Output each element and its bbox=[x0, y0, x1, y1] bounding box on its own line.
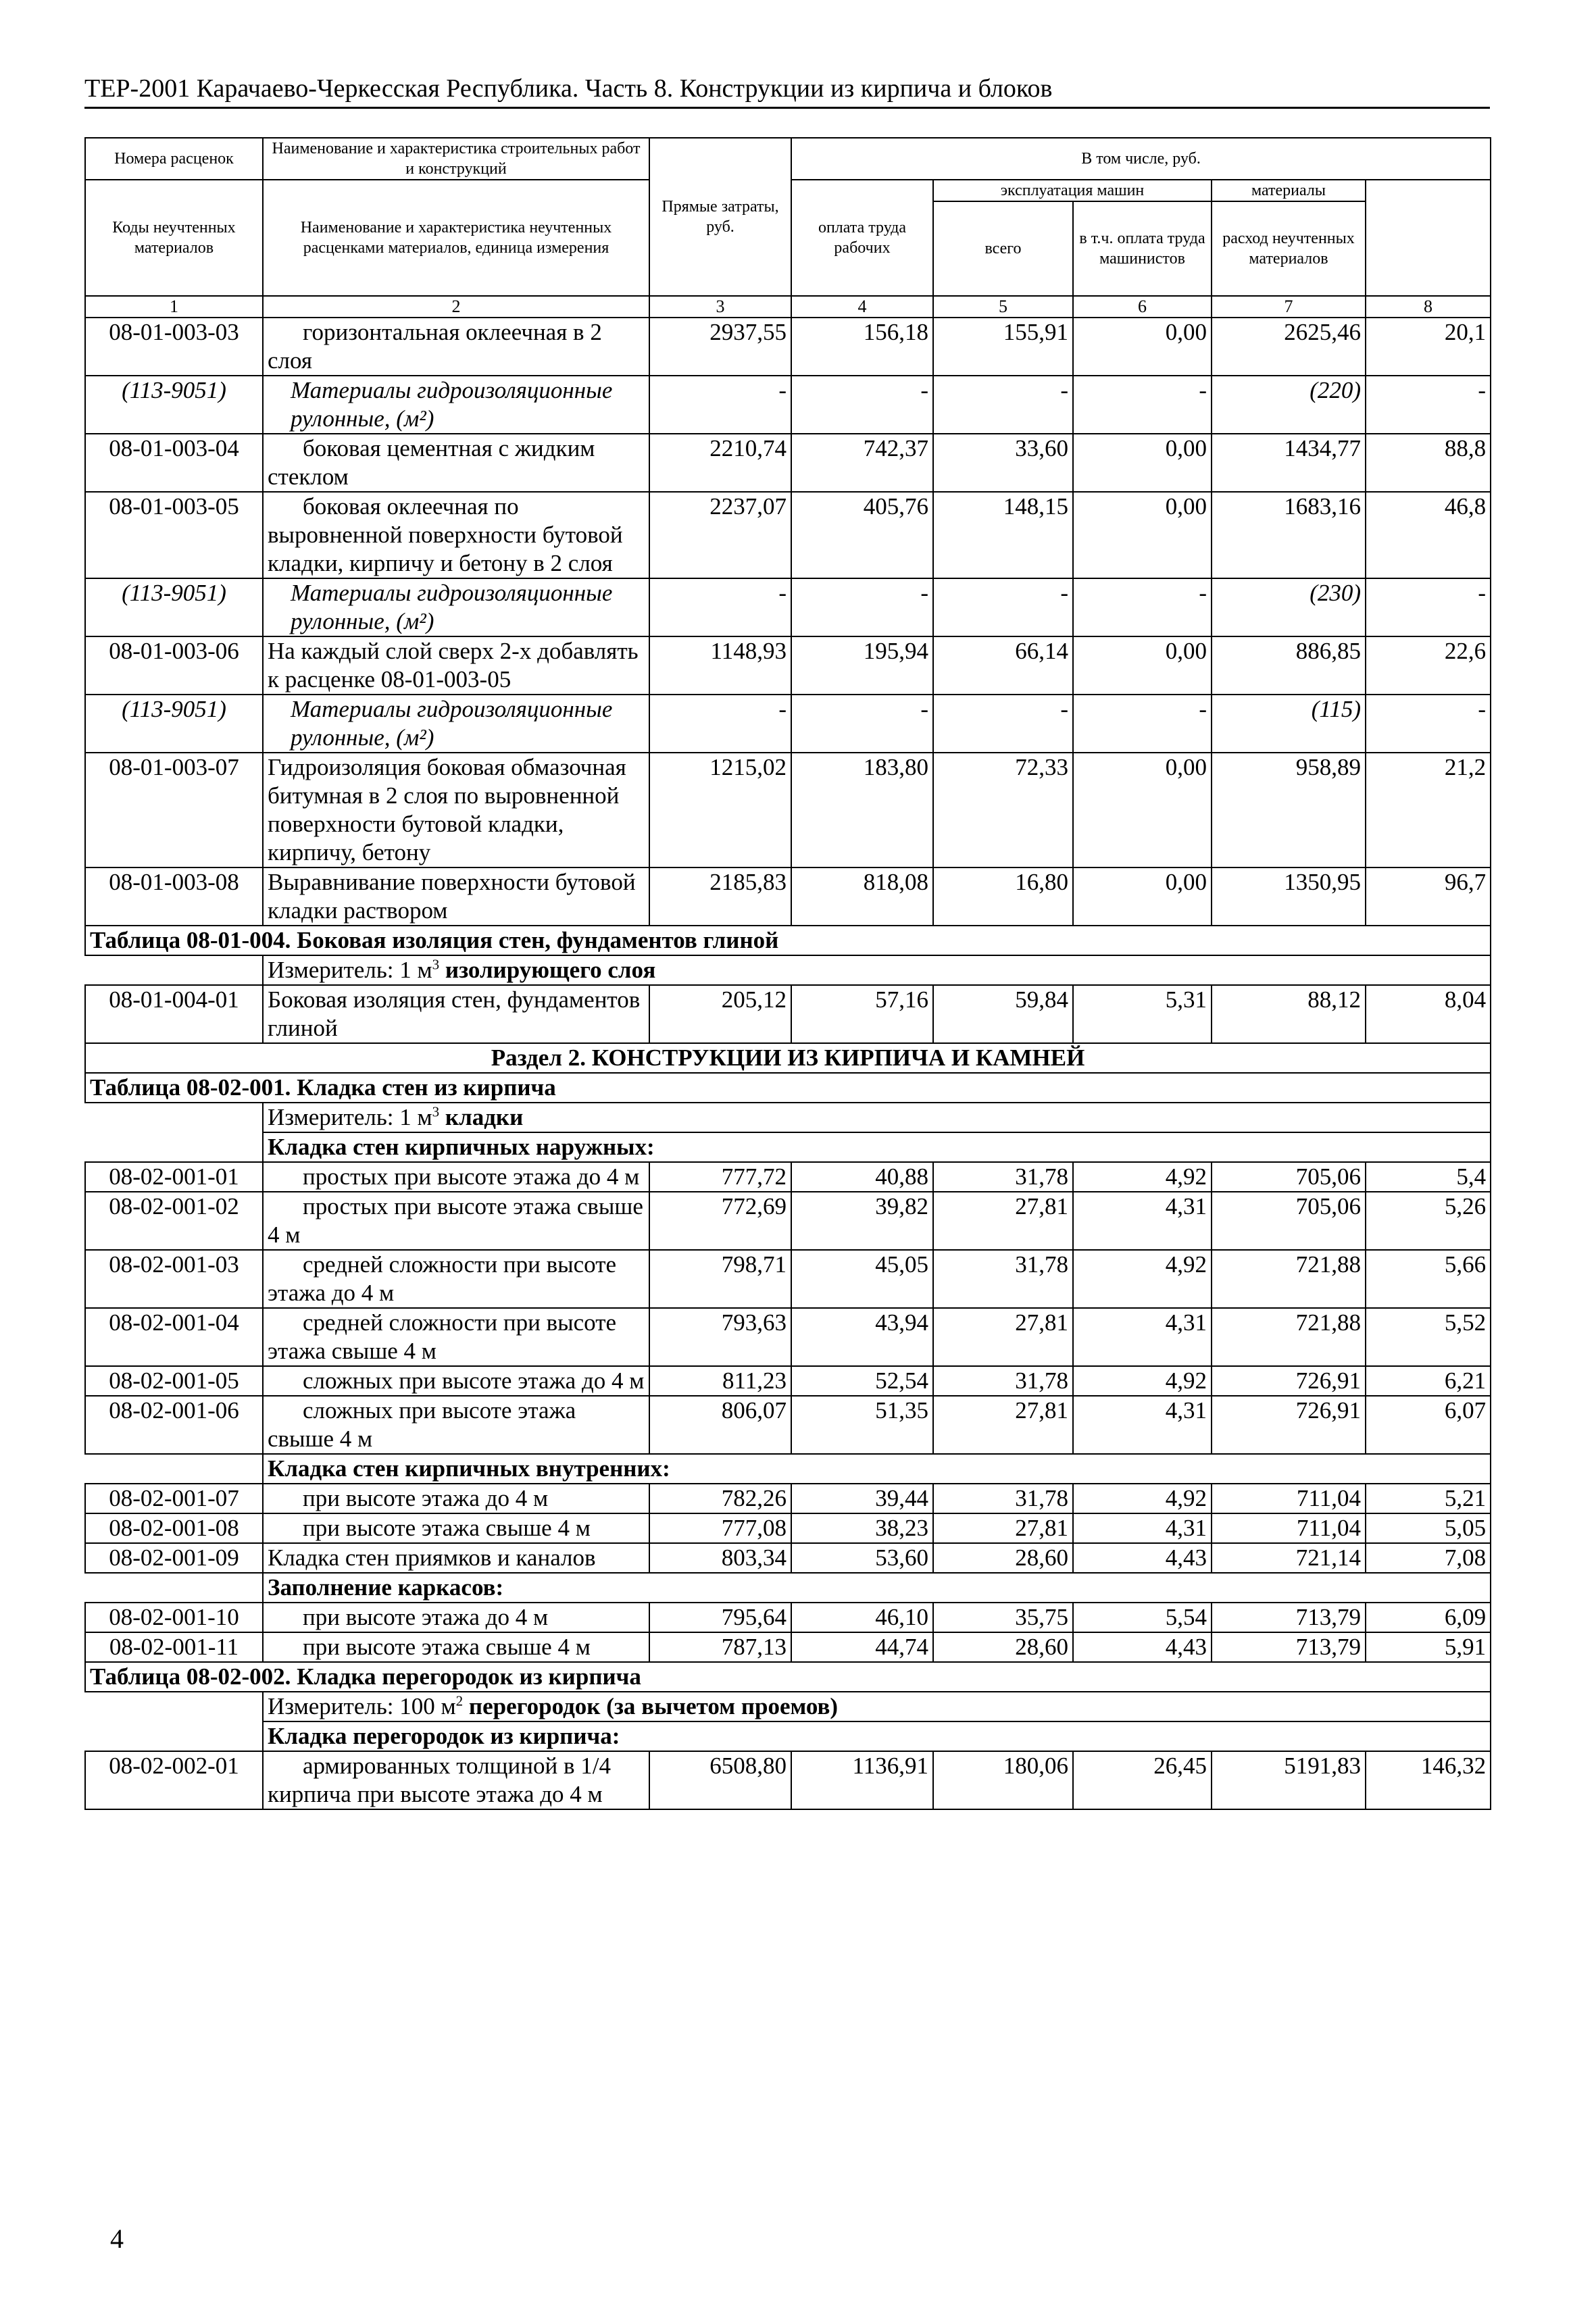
table-row bbox=[85, 1396, 1491, 1454]
row-name-text: Кладка стен приямков и каналов bbox=[268, 1544, 596, 1571]
rate-code: 08-01-003-04 bbox=[85, 434, 263, 492]
work-name bbox=[263, 1603, 649, 1632]
machinists-pay-value: 0,00 bbox=[1073, 753, 1212, 867]
materials-value: (115) bbox=[1212, 695, 1366, 753]
materials-value: 721,88 bbox=[1212, 1308, 1366, 1366]
rate-code: (113-9051) bbox=[85, 578, 263, 636]
row-name-text: Материалы гидроизоляционные рулонные, (м²) bbox=[291, 696, 613, 751]
row-name-text: при высоте этажа до 4 м bbox=[303, 1485, 549, 1511]
row-name-text: сложных при высоте этажа свыше 4 м bbox=[268, 1397, 576, 1452]
work-name bbox=[263, 1632, 649, 1662]
labor-pay-value: 39,82 bbox=[791, 1192, 933, 1250]
materials-value: 958,89 bbox=[1212, 753, 1366, 867]
rate-code: 08-01-004-01 bbox=[85, 985, 263, 1043]
column-number: 8 bbox=[1366, 296, 1491, 318]
machinists-pay-value: 0,00 bbox=[1073, 636, 1212, 695]
labor-pay-value: 405,76 bbox=[791, 492, 933, 578]
work-name bbox=[263, 1396, 649, 1454]
machines-value: 33,60 bbox=[933, 434, 1073, 492]
table-row bbox=[85, 1250, 1491, 1308]
materials-value: 726,91 bbox=[1212, 1396, 1366, 1454]
column-number: 5 bbox=[933, 296, 1073, 318]
labor-pay-value: 46,10 bbox=[791, 1603, 933, 1632]
measure-unit bbox=[85, 955, 1491, 985]
row-name-text: простых при высоте этажа свыше 4 м bbox=[268, 1193, 643, 1248]
machinists-pay-value: 0,00 bbox=[1073, 434, 1212, 492]
table-row bbox=[85, 636, 1491, 695]
labor-pay-value: - bbox=[791, 695, 933, 753]
row-name-text: На каждый слой сверх 2-х добавлять к расценке 08-01-003-05 bbox=[268, 638, 639, 693]
machines-value: 148,15 bbox=[933, 492, 1073, 578]
header-col1-bottom: Коды неучтенных материалов bbox=[85, 180, 263, 296]
direct-costs-value: 1215,02 bbox=[649, 753, 791, 867]
table-row bbox=[85, 1543, 1491, 1573]
machines-value: 27,81 bbox=[933, 1308, 1073, 1366]
materials-value: 705,06 bbox=[1212, 1162, 1366, 1192]
section-title-text: Раздел 2. КОНСТРУКЦИИ ИЗ КИРПИЧА И КАМНЕЙ bbox=[85, 1043, 1491, 1073]
work-name bbox=[263, 318, 649, 376]
labor-pay-value: 40,88 bbox=[791, 1162, 933, 1192]
machinists-pay-value: 4,92 bbox=[1073, 1250, 1212, 1308]
direct-costs-value: 2185,83 bbox=[649, 867, 791, 926]
column-number: 2 bbox=[263, 296, 649, 318]
machines-value: 27,81 bbox=[933, 1396, 1073, 1454]
subheading bbox=[85, 1721, 1491, 1751]
row-name-text: при высоте этажа свыше 4 м bbox=[303, 1634, 591, 1660]
machines-value: 31,78 bbox=[933, 1162, 1073, 1192]
materials-value: (230) bbox=[1212, 578, 1366, 636]
header-machines-total: всего bbox=[933, 201, 1073, 296]
machines-value: 27,81 bbox=[933, 1192, 1073, 1250]
table-row bbox=[85, 578, 1491, 636]
header-col1-top: Номера расценок bbox=[85, 138, 263, 180]
direct-costs-value: 2210,74 bbox=[649, 434, 791, 492]
column-numbers-row bbox=[85, 296, 1491, 318]
labor-hours-value: 6,21 bbox=[1366, 1366, 1491, 1396]
rate-code: 08-02-001-07 bbox=[85, 1484, 263, 1513]
labor-hours-value: 22,6 bbox=[1366, 636, 1491, 695]
materials-value: 1434,77 bbox=[1212, 434, 1366, 492]
header-machines: эксплуатация машин bbox=[933, 180, 1212, 201]
machines-value: - bbox=[933, 578, 1073, 636]
machinists-pay-value: - bbox=[1073, 376, 1212, 434]
subheading bbox=[85, 1573, 1491, 1603]
machinists-pay-value: 0,00 bbox=[1073, 492, 1212, 578]
machines-value: 31,78 bbox=[933, 1366, 1073, 1396]
labor-pay-value: 44,74 bbox=[791, 1632, 933, 1662]
labor-hours-value: 146,32 bbox=[1366, 1751, 1491, 1809]
direct-costs-value: 795,64 bbox=[649, 1603, 791, 1632]
work-name bbox=[263, 1162, 649, 1192]
rate-code: 08-01-003-05 bbox=[85, 492, 263, 578]
table-title-text: Таблица 08-02-002. Кладка перегородок из кирпича bbox=[85, 1662, 1491, 1692]
materials-value: 711,04 bbox=[1212, 1484, 1366, 1513]
work-name bbox=[263, 1543, 649, 1573]
rate-code: 08-02-001-01 bbox=[85, 1162, 263, 1192]
measure-unit bbox=[85, 1692, 1491, 1721]
direct-costs-value: 806,07 bbox=[649, 1396, 791, 1454]
row-name-text: боковая цементная с жидким стеклом bbox=[268, 435, 595, 490]
document-header: ТЕР-2001 Карачаево-Черкесская Республика. Часть 8. Конструкции из кирпича и блоков bbox=[84, 73, 1490, 109]
machines-value: 16,80 bbox=[933, 867, 1073, 926]
machines-value: - bbox=[933, 695, 1073, 753]
header-labor-pay: оплата труда рабочих bbox=[791, 180, 933, 296]
direct-costs-value: - bbox=[649, 376, 791, 434]
header-machinists-pay: в т.ч. оплата труда машинистов bbox=[1073, 201, 1212, 296]
work-name bbox=[263, 578, 649, 636]
row-name-text: при высоте этажа до 4 м bbox=[303, 1604, 549, 1630]
work-name bbox=[263, 1366, 649, 1396]
machines-value: 27,81 bbox=[933, 1513, 1073, 1543]
row-name-text: простых при высоте этажа до 4 м bbox=[303, 1163, 640, 1190]
machines-value: 72,33 bbox=[933, 753, 1073, 867]
machinists-pay-value: 0,00 bbox=[1073, 318, 1212, 376]
header-col2-top: Наименование и характеристика строительных работ и конструкций bbox=[263, 138, 649, 180]
subheading-text: Кладка стен кирпичных внутренних: bbox=[263, 1454, 1491, 1484]
labor-hours-value: 5,52 bbox=[1366, 1308, 1491, 1366]
materials-value: 5191,83 bbox=[1212, 1751, 1366, 1809]
machinists-pay-value: - bbox=[1073, 578, 1212, 636]
rate-code: 08-01-003-06 bbox=[85, 636, 263, 695]
labor-hours-value: 6,09 bbox=[1366, 1603, 1491, 1632]
rate-code: 08-02-001-09 bbox=[85, 1543, 263, 1573]
row-name-text: армированных толщиной в 1/4 кирпича при высоте этажа до 4 м bbox=[268, 1753, 611, 1807]
labor-hours-value: 5,4 bbox=[1366, 1162, 1491, 1192]
row-name-text: Материалы гидроизоляционные рулонные, (м²) bbox=[291, 580, 613, 634]
machinists-pay-value: - bbox=[1073, 695, 1212, 753]
work-name bbox=[263, 695, 649, 753]
table-title-text: Таблица 08-02-001. Кладка стен из кирпича bbox=[85, 1073, 1491, 1103]
labor-pay-value: 183,80 bbox=[791, 753, 933, 867]
labor-pay-value: 1136,91 bbox=[791, 1751, 933, 1809]
row-name-text: Выравнивание поверхности бутовой кладки раствором bbox=[268, 869, 636, 924]
labor-hours-value: 5,26 bbox=[1366, 1192, 1491, 1250]
section-title bbox=[85, 1043, 1491, 1073]
labor-pay-value: 156,18 bbox=[791, 318, 933, 376]
row-name-text: Боковая изоляция стен, фундаментов глиной bbox=[268, 986, 641, 1041]
direct-costs-value: 772,69 bbox=[649, 1192, 791, 1250]
machinists-pay-value: 4,92 bbox=[1073, 1366, 1212, 1396]
table-row bbox=[85, 1192, 1491, 1250]
rate-code: 08-02-001-02 bbox=[85, 1192, 263, 1250]
direct-costs-value: 811,23 bbox=[649, 1366, 791, 1396]
machines-value: 31,78 bbox=[933, 1250, 1073, 1308]
machinists-pay-value: 4,31 bbox=[1073, 1192, 1212, 1250]
rate-code: (113-9051) bbox=[85, 695, 263, 753]
table-header-row bbox=[85, 138, 1491, 180]
rate-code: 08-02-001-03 bbox=[85, 1250, 263, 1308]
table-row bbox=[85, 985, 1491, 1043]
rate-code: 08-02-001-08 bbox=[85, 1513, 263, 1543]
materials-value: 713,79 bbox=[1212, 1632, 1366, 1662]
machinists-pay-value: 4,92 bbox=[1073, 1484, 1212, 1513]
direct-costs-value: 782,26 bbox=[649, 1484, 791, 1513]
work-name bbox=[263, 1308, 649, 1366]
machinists-pay-value: 5,31 bbox=[1073, 985, 1212, 1043]
work-name bbox=[263, 434, 649, 492]
materials-value: 88,12 bbox=[1212, 985, 1366, 1043]
direct-costs-value: 2237,07 bbox=[649, 492, 791, 578]
row-name-text: средней сложности при высоте этажа до 4 м bbox=[268, 1251, 617, 1306]
labor-pay-value: - bbox=[791, 376, 933, 434]
table-row bbox=[85, 1751, 1491, 1809]
machines-value: 28,60 bbox=[933, 1543, 1073, 1573]
work-name bbox=[263, 1513, 649, 1543]
labor-pay-value: 45,05 bbox=[791, 1250, 933, 1308]
work-name bbox=[263, 867, 649, 926]
labor-hours-value: 21,2 bbox=[1366, 753, 1491, 867]
rate-code: (113-9051) bbox=[85, 376, 263, 434]
rate-code: 08-02-002-01 bbox=[85, 1751, 263, 1809]
rate-code: 08-02-001-11 bbox=[85, 1632, 263, 1662]
direct-costs-value: 205,12 bbox=[649, 985, 791, 1043]
materials-value: 2625,46 bbox=[1212, 318, 1366, 376]
machinists-pay-value: 4,31 bbox=[1073, 1513, 1212, 1543]
machinists-pay-value: 4,31 bbox=[1073, 1308, 1212, 1366]
measure-unit-text: Измеритель: 100 $м^2$ перегородок (за вычетом проемов) bbox=[268, 1692, 839, 1719]
row-name-text: при высоте этажа свыше 4 м bbox=[303, 1515, 591, 1541]
table-row bbox=[85, 753, 1491, 867]
machines-value: 66,14 bbox=[933, 636, 1073, 695]
labor-pay-value: 57,16 bbox=[791, 985, 933, 1043]
materials-value: 721,14 bbox=[1212, 1543, 1366, 1573]
direct-costs-value: - bbox=[649, 695, 791, 753]
column-number: 7 bbox=[1212, 296, 1366, 318]
table-row bbox=[85, 1513, 1491, 1543]
row-name-text: боковая оклеечная по выровненной поверхности бутовой кладки, кирпичу и бетону в 2 слоя bbox=[268, 493, 623, 576]
price-table bbox=[84, 137, 1491, 1810]
table-row bbox=[85, 492, 1491, 578]
work-name bbox=[263, 753, 649, 867]
header-materials: материалы bbox=[1212, 180, 1366, 201]
header-col2-bottom: Наименование и характеристика неучтенных расценками материалов, единица измерения bbox=[263, 180, 649, 296]
work-name bbox=[263, 376, 649, 434]
column-number: 4 bbox=[791, 296, 933, 318]
header-materials-unaccounted: расход неучтенных материалов bbox=[1212, 201, 1366, 296]
rate-code: 08-02-001-05 bbox=[85, 1366, 263, 1396]
direct-costs-value: 777,08 bbox=[649, 1513, 791, 1543]
column-number: 6 bbox=[1073, 296, 1212, 318]
labor-pay-value: 39,44 bbox=[791, 1484, 933, 1513]
work-name bbox=[263, 1250, 649, 1308]
labor-hours-value: 6,07 bbox=[1366, 1396, 1491, 1454]
labor-hours-value: - bbox=[1366, 695, 1491, 753]
measure-unit bbox=[85, 1103, 1491, 1132]
machinists-pay-value: 4,43 bbox=[1073, 1543, 1212, 1573]
materials-value: 886,85 bbox=[1212, 636, 1366, 695]
labor-hours-value: - bbox=[1366, 578, 1491, 636]
labor-pay-value: 742,37 bbox=[791, 434, 933, 492]
labor-pay-value: 53,60 bbox=[791, 1543, 933, 1573]
labor-hours-value: 5,66 bbox=[1366, 1250, 1491, 1308]
row-name-text: средней сложности при высоте этажа свыше 4 м bbox=[268, 1309, 617, 1364]
machinists-pay-value: 5,54 bbox=[1073, 1603, 1212, 1632]
table-row bbox=[85, 1162, 1491, 1192]
machines-value: 59,84 bbox=[933, 985, 1073, 1043]
labor-hours-value: - bbox=[1366, 376, 1491, 434]
table-row bbox=[85, 1308, 1491, 1366]
materials-value: 726,91 bbox=[1212, 1366, 1366, 1396]
machines-value: 28,60 bbox=[933, 1632, 1073, 1662]
labor-pay-value: 818,08 bbox=[791, 867, 933, 926]
materials-value: (220) bbox=[1212, 376, 1366, 434]
machinists-pay-value: 26,45 bbox=[1073, 1751, 1212, 1809]
subheading-text: Заполнение каркасов: bbox=[263, 1573, 1491, 1603]
column-number: 1 bbox=[85, 296, 263, 318]
table-row bbox=[85, 434, 1491, 492]
direct-costs-value: 798,71 bbox=[649, 1250, 791, 1308]
row-name-text: горизонтальная оклеечная в 2 слоя bbox=[268, 319, 602, 374]
labor-hours-value: 88,8 bbox=[1366, 434, 1491, 492]
row-name-text: сложных при высоте этажа до 4 м bbox=[303, 1367, 645, 1394]
table-row bbox=[85, 376, 1491, 434]
table-row bbox=[85, 695, 1491, 753]
materials-value: 1350,95 bbox=[1212, 867, 1366, 926]
table-row bbox=[85, 1484, 1491, 1513]
labor-hours-value: 7,08 bbox=[1366, 1543, 1491, 1573]
labor-pay-value: 52,54 bbox=[791, 1366, 933, 1396]
table-row bbox=[85, 1603, 1491, 1632]
machines-value: 180,06 bbox=[933, 1751, 1073, 1809]
column-number: 3 bbox=[649, 296, 791, 318]
labor-pay-value: 43,94 bbox=[791, 1308, 933, 1366]
table-title bbox=[85, 1073, 1491, 1103]
direct-costs-value: 1148,93 bbox=[649, 636, 791, 695]
machinists-pay-value: 4,43 bbox=[1073, 1632, 1212, 1662]
table-title-text: Таблица 08-01-004. Боковая изоляция стен, фундаментов глиной bbox=[85, 926, 1491, 955]
direct-costs-value: 793,63 bbox=[649, 1308, 791, 1366]
measure-unit-text: Измеритель: 1 $м^3$ кладки bbox=[268, 1103, 524, 1130]
direct-costs-value: 6508,80 bbox=[649, 1751, 791, 1809]
machines-value: 35,75 bbox=[933, 1603, 1073, 1632]
header-group: В том числе, руб. bbox=[791, 138, 1491, 180]
labor-hours-value: 96,7 bbox=[1366, 867, 1491, 926]
machines-value: 155,91 bbox=[933, 318, 1073, 376]
work-name bbox=[263, 636, 649, 695]
labor-hours-value: 5,91 bbox=[1366, 1632, 1491, 1662]
labor-pay-value: 38,23 bbox=[791, 1513, 933, 1543]
rate-code: 08-02-001-04 bbox=[85, 1308, 263, 1366]
labor-hours-value: 46,8 bbox=[1366, 492, 1491, 578]
rate-code: 08-01-003-03 bbox=[85, 318, 263, 376]
machines-value: - bbox=[933, 376, 1073, 434]
row-name-text: Материалы гидроизоляционные рулонные, (м²) bbox=[291, 377, 613, 432]
table-title bbox=[85, 926, 1491, 955]
direct-costs-value: 803,34 bbox=[649, 1543, 791, 1573]
work-name bbox=[263, 1484, 649, 1513]
rate-code: 08-01-003-07 bbox=[85, 753, 263, 867]
header-direct-costs: Прямые затраты, руб. bbox=[649, 138, 791, 296]
rate-code: 08-01-003-08 bbox=[85, 867, 263, 926]
materials-value: 711,04 bbox=[1212, 1513, 1366, 1543]
labor-hours-value: 5,05 bbox=[1366, 1513, 1491, 1543]
table-row bbox=[85, 867, 1491, 926]
work-name bbox=[263, 985, 649, 1043]
direct-costs-value: 2937,55 bbox=[649, 318, 791, 376]
direct-costs-value: - bbox=[649, 578, 791, 636]
machinists-pay-value: 0,00 bbox=[1073, 867, 1212, 926]
subheading-text: Кладка стен кирпичных наружных: bbox=[263, 1132, 1491, 1162]
table-title bbox=[85, 1662, 1491, 1692]
materials-value: 1683,16 bbox=[1212, 492, 1366, 578]
direct-costs-value: 787,13 bbox=[649, 1632, 791, 1662]
machines-value: 31,78 bbox=[933, 1484, 1073, 1513]
rate-code: 08-02-001-06 bbox=[85, 1396, 263, 1454]
work-name bbox=[263, 1192, 649, 1250]
subheading bbox=[85, 1132, 1491, 1162]
rate-code: 08-02-001-10 bbox=[85, 1603, 263, 1632]
subheading bbox=[85, 1454, 1491, 1484]
row-name-text: Гидроизоляция боковая обмазочная битумная в 2 слоя по выровненной поверхности бутовой кладки, кирпичу, бетону bbox=[268, 754, 626, 865]
table-row bbox=[85, 318, 1491, 376]
table-row bbox=[85, 1632, 1491, 1662]
machinists-pay-value: 4,92 bbox=[1073, 1162, 1212, 1192]
labor-pay-value: - bbox=[791, 578, 933, 636]
page-number: 4 bbox=[110, 2223, 124, 2254]
materials-value: 705,06 bbox=[1212, 1192, 1366, 1250]
machinists-pay-value: 4,31 bbox=[1073, 1396, 1212, 1454]
work-name bbox=[263, 1751, 649, 1809]
measure-unit-text: Измеритель: 1 $м^3$ изолирующего слоя bbox=[268, 956, 656, 983]
direct-costs-value: 777,72 bbox=[649, 1162, 791, 1192]
table-row bbox=[85, 1366, 1491, 1396]
labor-pay-value: 51,35 bbox=[791, 1396, 933, 1454]
materials-value: 721,88 bbox=[1212, 1250, 1366, 1308]
work-name bbox=[263, 492, 649, 578]
materials-value: 713,79 bbox=[1212, 1603, 1366, 1632]
labor-pay-value: 195,94 bbox=[791, 636, 933, 695]
labor-hours-value: 20,1 bbox=[1366, 318, 1491, 376]
labor-hours-value: 8,04 bbox=[1366, 985, 1491, 1043]
subheading-text: Кладка перегородок из кирпича: bbox=[263, 1721, 1491, 1751]
labor-hours-value: 5,21 bbox=[1366, 1484, 1491, 1513]
